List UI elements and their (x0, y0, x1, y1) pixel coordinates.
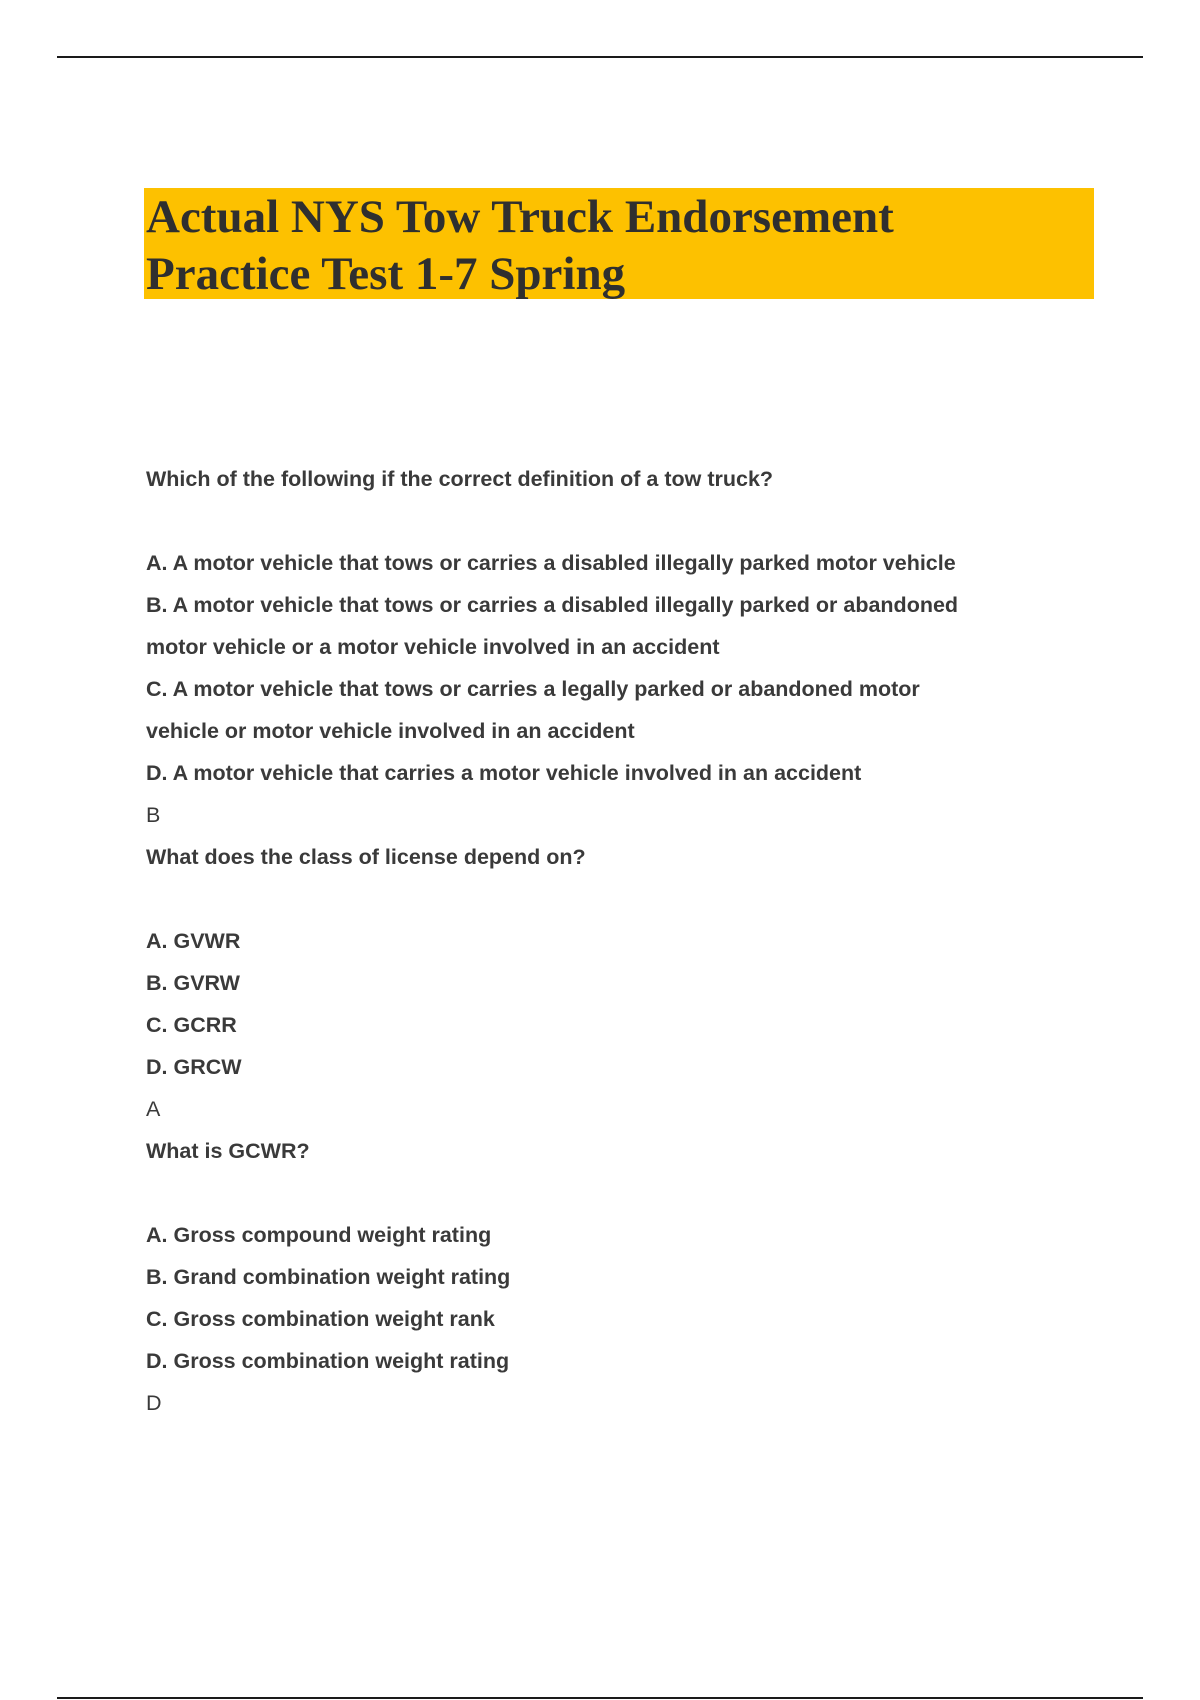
option-line: A. GVWR (146, 929, 241, 953)
option-line: A. Gross compound weight rating (146, 1223, 492, 1247)
option-line: C. A motor vehicle that tows or carries a legally parked or abandoned motor (146, 677, 920, 701)
option-line: A. A motor vehicle that tows or carries a disabled illegally parked motor vehicle (146, 551, 956, 575)
bottom-rule (57, 1697, 1143, 1699)
question-block (146, 1130, 1106, 1424)
answer-text: D (146, 1391, 162, 1415)
option-line: B. Grand combination weight rating (146, 1265, 511, 1289)
title-banner (144, 188, 1094, 299)
question-text: What does the class of license depend on? (146, 845, 586, 869)
option-line: D. Gross combination weight rating (146, 1349, 510, 1373)
answer-text: A (146, 1097, 161, 1121)
question-block (146, 458, 1106, 836)
question-text: What is GCWR? (146, 1139, 310, 1163)
option-line: motor vehicle or a motor vehicle involved in an accident (146, 635, 720, 659)
question-list (146, 458, 1106, 1424)
question-block (146, 836, 1106, 1130)
answer-text: B (146, 803, 161, 827)
option-line: D. GRCW (146, 1055, 242, 1079)
question-text: Which of the following if the correct definition of a tow truck? (146, 467, 774, 491)
top-rule (57, 56, 1143, 58)
option-line: B. A motor vehicle that tows or carries a disabled illegally parked or abandoned (146, 593, 959, 617)
option-line: C. Gross combination weight rank (146, 1307, 495, 1331)
option-line: vehicle or motor vehicle involved in an accident (146, 719, 635, 743)
option-line: B. GVRW (146, 971, 240, 995)
title-line-1: Actual NYS Tow Truck Endorsement (146, 191, 894, 243)
title-line-2: Practice Test 1-7 Spring (146, 248, 626, 300)
option-line: C. GCRR (146, 1013, 237, 1037)
option-line: D. A motor vehicle that carries a motor vehicle involved in an accident (146, 761, 862, 785)
